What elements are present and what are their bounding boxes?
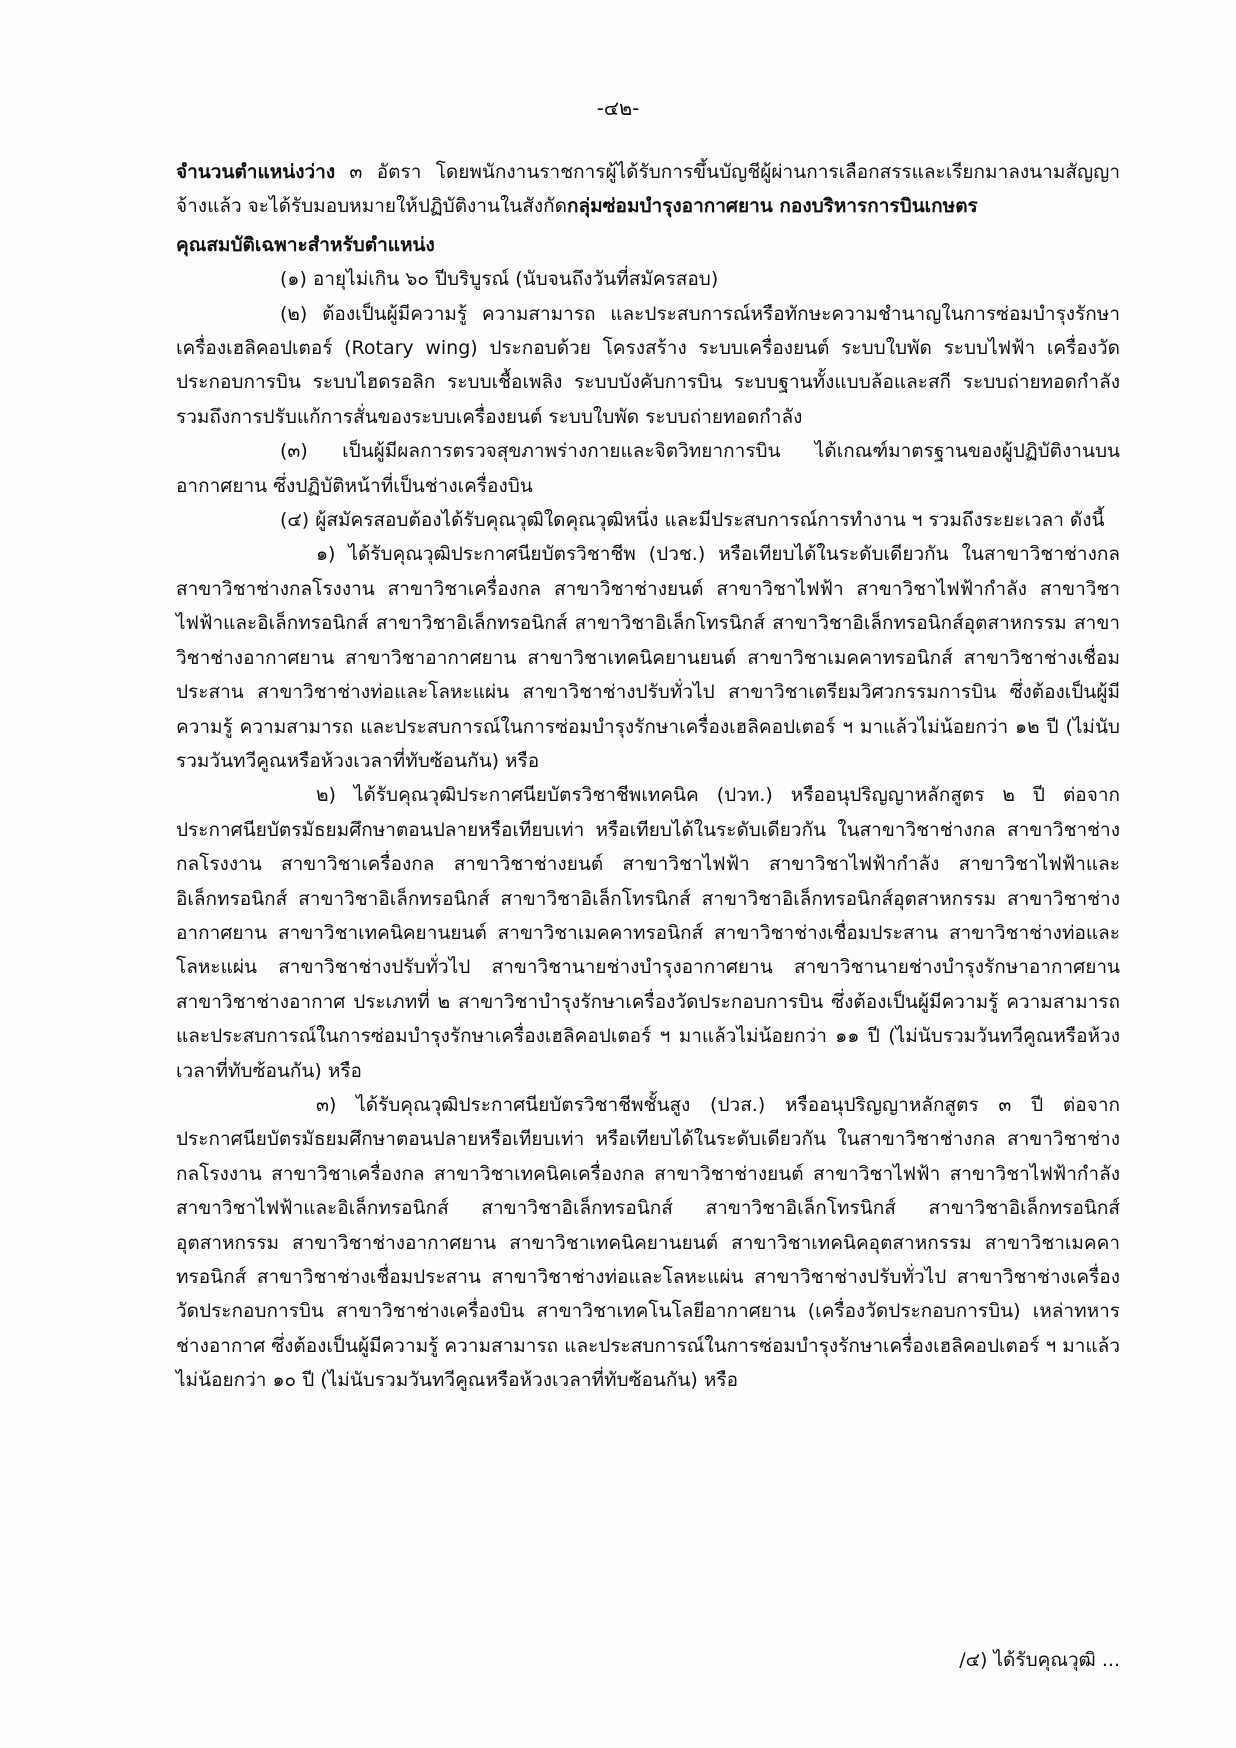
item-3: (๓) เป็นผู้มีผลการตรวจสุขภาพร่างกายและจิตวิทยาการบิน ได้เกณฑ์มาตรฐานของผู้ปฏิบัติงานบนอากาศยาน ซึ่งปฏิบัติหน้าที่เป็นช่างเครื่องบิน [176,440,1120,497]
document-body [176,155,1120,1398]
sub-item-3: ๓) ได้รับคุณวุฒิประกาศนียบัตรวิชาชีพชั้นสูง (ปวส.) หรืออนุปริญญาหลักสูตร ๓ ปี ต่อจากประกาศนียบัตรมัธยมศึกษาตอนปลายหรือเทียบเท่า หรือเทียบได้ในระดับเดียวกัน ในสาขาวิชาช่างกล สาขาวิชาช่างกลโรงงาน สาขาวิชาเครื่องกล สาขาวิชาเทคนิคเครื่องกล สาขาวิชาช่างยนต์ สาขาวิชาไฟฟ้า สาขาวิชาไฟฟ้ากำลัง สาขาวิชาไฟฟ้าและอิเล็กทรอนิกส์ สาขาวิชาอิเล็กทรอนิกส์ สาขาวิชาอิเล็กโทรนิกส์ สาขาวิชาอิเล็กทรอนิกส์อุตสาหกรรม สาขาวิชาช่างอากาศยาน สาขาวิชาเทคนิคยานยนต์ สาขาวิชาเทคนิคอุตสาหกรรม สาขาวิชาเมคคาทรอนิกส์ สาขาวิชาช่างเชื่อมประสาน สาขาวิชาช่างท่อและโลหะแผ่น สาขาวิชาช่างปรับทั่วไป สาขาวิชาช่างเครื่องวัดประกอบการบิน สาขาวิชาช่างเครื่องบิน สาขาวิชาเทคโนโลยีอากาศยาน (เครื่องวัดประกอบการบิน) เหล่าทหารช่างอากาศ ซึ่งต้องเป็นผู้มีความรู้ ความสามารถ และประสบการณ์ในการซ่อมบำรุงรักษาเครื่องเฮลิคอปเตอร์ ฯ มาแล้วไม่น้อยกว่า ๑๐ ปี (ไม่นับรวมวันทวีคูณหรือห้วงเวลาที่ทับซ้อนกัน) หรือ [176,1093,1120,1392]
sub-item-2: ๒) ได้รับคุณวุฒิประกาศนียบัตรวิชาชีพเทคนิค (ปวท.) หรืออนุปริญญาหลักสูตร ๒ ปี ต่อจากประกาศนียบัตรมัธยมศึกษาตอนปลายหรือเทียบเท่า หรือเทียบได้ในระดับเดียวกัน ในสาขาวิชาช่างกล สาขาวิชาช่างกลโรงงาน สาขาวิชาเครื่องกล สาขาวิชาช่างยนต์ สาขาวิชาไฟฟ้า สาขาวิชาไฟฟ้ากำลัง สาขาวิชาไฟฟ้าและอิเล็กทรอนิกส์ สาขาวิชาอิเล็กทรอนิกส์ สาขาวิชาอิเล็กโทรนิกส์ สาขาวิชาอิเล็กทรอนิกส์อุตสาหกรรม สาขาวิชาช่างอากาศยาน สาขาวิชาเทคนิคยานยนต์ สาขาวิชาเมคคาทรอนิกส์ สาขาวิชาช่างเชื่อมประสาน สาขาวิชาช่างท่อและโลหะแผ่น สาขาวิชาช่างปรับทั่วไป สาขาวิชานายช่างบำรุงอากาศยาน สาขาวิชานายช่างบำรุงรักษาอากาศยาน สาขาวิชาช่างอากาศ ประเภทที่ ๒ สาขาวิชาบำรุงรักษาเครื่องวัดประกอบการบิน ซึ่งต้องเป็นผู้มีความรู้ ความสามารถ และประสบการณ์ในการซ่อมบำรุงรักษาเครื่องเฮลิคอปเตอร์ ฯ มาแล้วไม่น้อยกว่า ๑๑ ปี (ไม่นับรวมวันทวีคูณหรือห้วงเวลาที่ทับซ้อนกัน) หรือ [176,784,1120,1082]
item-1: (๑) อายุไม่เกิน ๖๐ ปีบริบูรณ์ (นับจนถึงวันที่สมัครสอบ) [280,268,719,291]
item-2: (๒) ต้องเป็นผู้มีความรู้ ความสามารถ และประสบการณ์หรือทักษะความชำนาญในการซ่อมบำรุงรักษาเครื่องเฮลิคอปเตอร์ (Rotary wing) ประกอบด้วย โครงสร้าง ระบบเครื่องยนต์ ระบบใบพัด ระบบไฟฟ้า เครื่องวัดประกอบการบิน ระบบไฮดรอลิก ระบบเชื้อเพลิง ระบบบังคับการบิน ระบบฐานทั้งแบบล้อและสกี ระบบถ่ายทอดกำลัง รวมถึงการปรับแก้การสั่นของระบบเครื่องยนต์ ระบบใบพัด ระบบถ่ายทอดกำลัง [176,302,1120,428]
intro-paragraph [176,155,1120,224]
sub-item-1: ๑) ได้รับคุณวุฒิประกาศนียบัตรวิชาชีพ (ปวช.) หรือเทียบได้ในระดับเดียวกัน ในสาขาวิชาช่างกล สาขาวิชาช่างกลโรงงาน สาขาวิชาเครื่องกล สาขาวิชาช่างยนต์ สาขาวิชาไฟฟ้า สาขาวิชาไฟฟ้ากำลัง สาขาวิชาไฟฟ้าและอิเล็กทรอนิกส์ สาขาวิชาอิเล็กทรอนิกส์ สาขาวิชาอิเล็กโทรนิกส์ สาขาวิชาอิเล็กทรอนิกส์อุตสาหกรรม สาขาวิชาช่างอากาศยาน สาขาวิชาอากาศยาน สาขาวิชาเทคนิคยานยนต์ สาขาวิชาเมคคาทรอนิกส์ สาขาวิชาช่างเชื่อมประสาน สาขาวิชาช่างท่อและโลหะแผ่น สาขาวิชาช่างปรับทั่วไป สาขาวิชาเตรียมวิศวกรรมการบิน ซึ่งต้องเป็นผู้มีความรู้ ความสามารถ และประสบการณ์ในการซ่อมบำรุงรักษาเครื่องเฮลิคอปเตอร์ ฯ มาแล้วไม่น้อยกว่า ๑๒ ปี (ไม่นับรวมวันทวีคูณหรือห้วงเวลาที่ทับซ้อนกัน) หรือ [176,543,1120,772]
intro-text-1: ๓ อัตรา โดยพนักงานราชการผู้ได้รับการขึ้นบัญชีผู้ผ่านการเลือกสรรและเรียกมาลงนามสัญญาจ้างแล้ว จะได้รับมอบหมายให้ปฏิบัติงานในสังกัด [176,161,1120,218]
page-number: -๔๒- [596,96,640,120]
vacancy-label: จำนวนตำแหน่งว่าง [176,161,336,183]
item-4: (๔) ผู้สมัครสอบต้องได้รับคุณวุฒิใดคุณวุฒิหนึ่ง และมีประสบการณ์การทำงาน ฯ รวมถึงระยะเวลา ดังนี้ [280,509,1105,532]
continuation-note: /๔) ได้รับคุณวุฒิ ... [959,1649,1120,1671]
unit-name: กลุ่มซ่อมบำรุงอากาศยาน กองบริหารการบินเกษตร [566,195,978,218]
section-heading: คุณสมบัติเฉพาะสำหรับตำแหน่ง [176,233,435,256]
